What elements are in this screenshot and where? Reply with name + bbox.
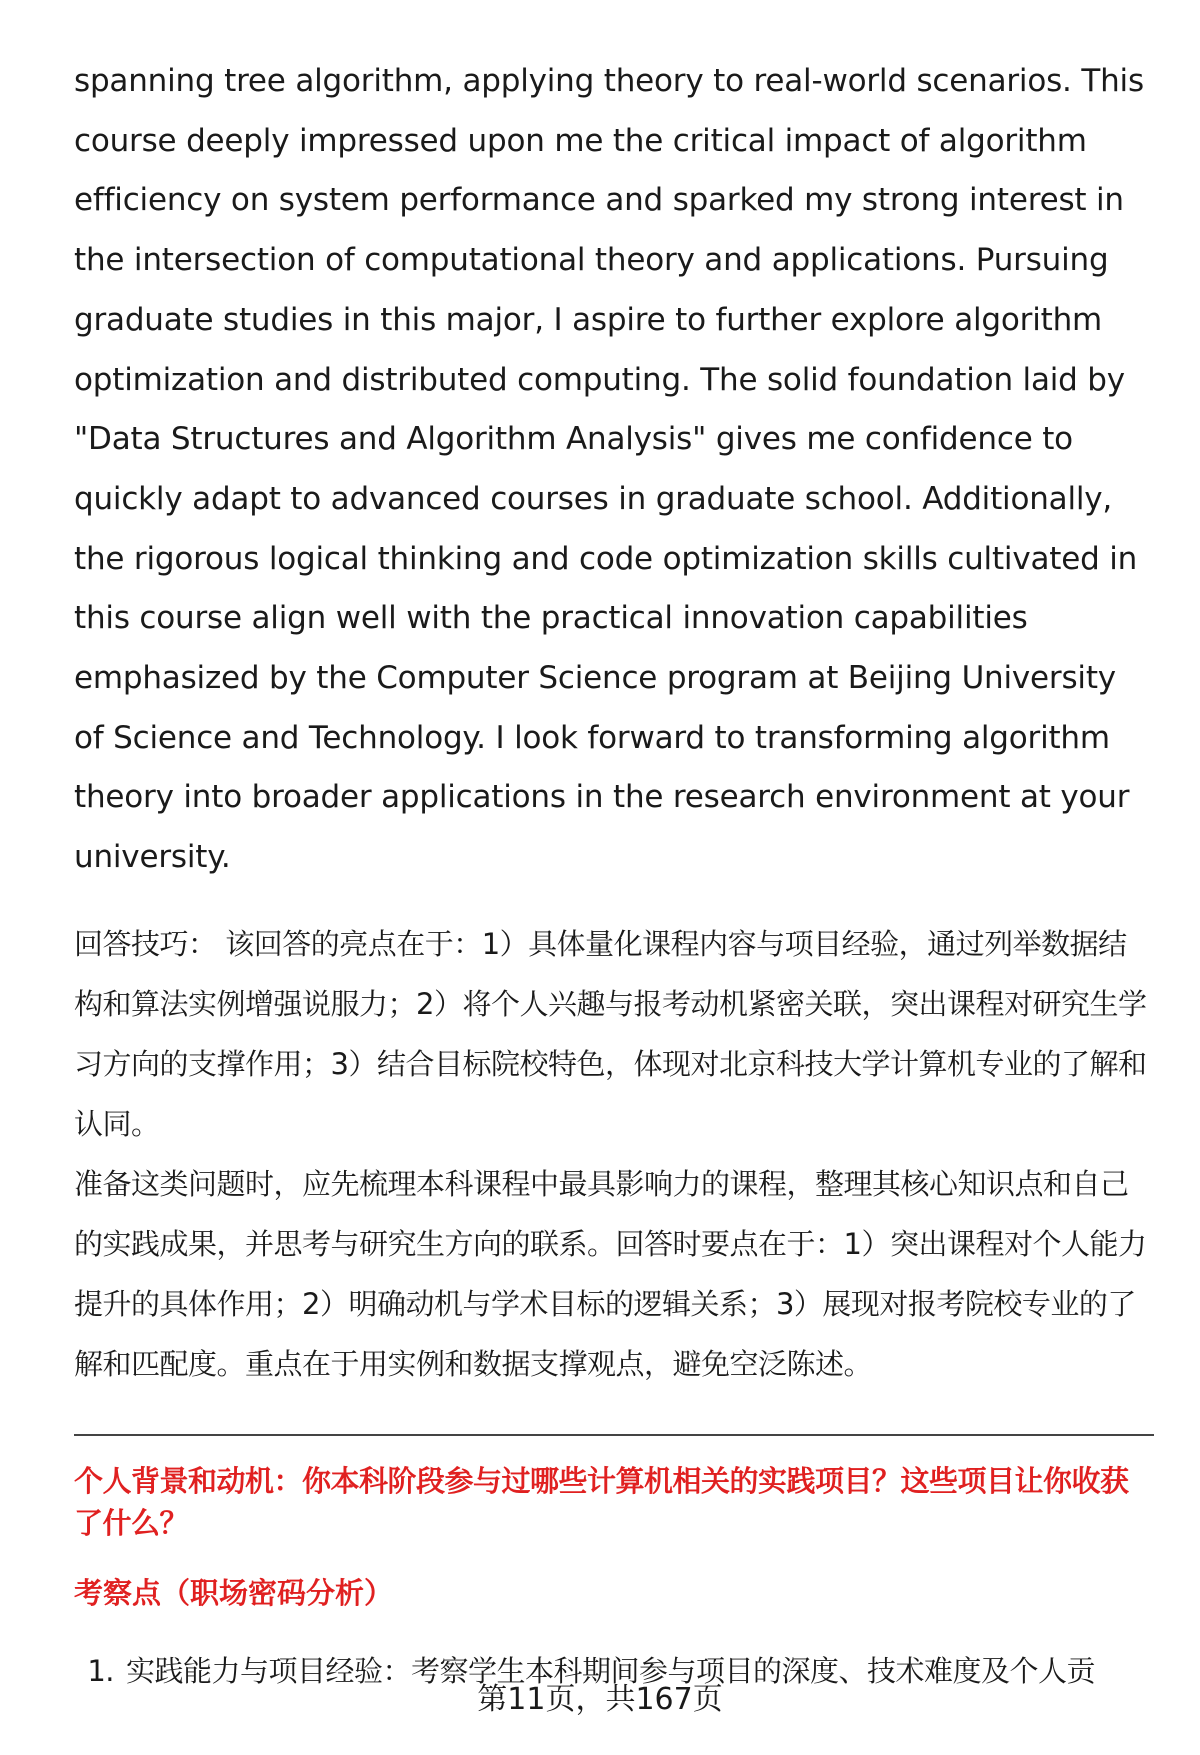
- section-divider: [74, 1434, 1154, 1436]
- list-item-number: 1.: [87, 1653, 114, 1688]
- question-heading: 个人背景和动机：你本科阶段参与过哪些计算机相关的实践项目？这些项目让你收获了什么？: [74, 1463, 1129, 1540]
- answer-tips-paragraph: 回答技巧： 该回答的亮点在于：1）具体量化课程内容与项目经验，通过列举数据结构和算法实例增强说服力；2）将个人兴趣与报考动机紧密关联，突出课程对研究生学习方向的支撑作用；3）结合目标院校特色，体现对北京科技大学计算机专业的了解和认同。: [74, 926, 1147, 1141]
- assessment-subheading: 考察点（职场密码分析）: [74, 1575, 394, 1610]
- english-answer-paragraph: spanning tree algorithm, applying theory to real-world scenarios. This course deeply impressed upon me the critical impact of algorithm efficiency on system performance and sparked my strong interest in the intersection of computational theory and applications. Pursuing graduate studies in this major, I aspire to further explore algorithm optimization and distributed computing. The solid foundation laid by "Data Structures and Algorithm Analysis" gives me confidence to quickly adapt to advanced courses in graduate school. Additionally, the rigorous logical thinking and code optimization skills cultivated in this course align well with the practical innovation capabilities emphasized by the Computer Science program at Beijing University of Science and Technology. I look forward to transforming algorithm theory into broader applications in the research environment at your university.: [74, 63, 1144, 876]
- list-item-text: 实践能力与项目经验：考察学生本科期间参与项目的深度、技术难度及个人贡: [126, 1653, 1096, 1688]
- document-page: [74, 52, 1154, 1692]
- preparation-paragraph: 准备这类问题时，应先梳理本科课程中最具影响力的课程，整理其核心知识点和自己的实践成果，并思考与研究生方向的联系。回答时要点在于：1）突出课程对个人能力提升的具体作用；2）明确动机与学术目标的逻辑关系；3）展现对报考院校专业的了解和匹配度。重点在于用实例和数据支撑观点，避免空泛陈述。: [74, 1166, 1147, 1381]
- tips-section: [74, 914, 1154, 1394]
- page-number-footer: 第11页，共167页: [477, 1682, 723, 1717]
